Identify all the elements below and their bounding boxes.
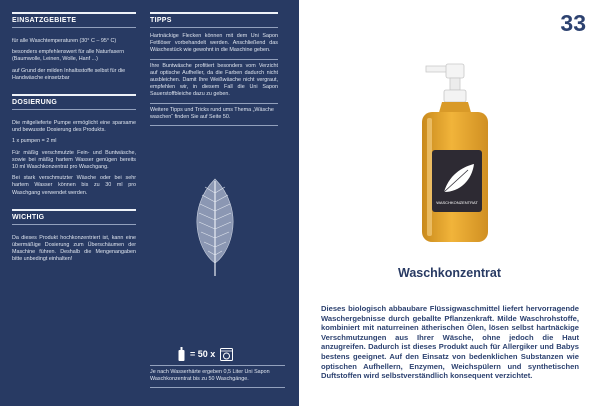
divider	[150, 365, 285, 366]
divider	[12, 27, 136, 28]
bottle-label-text: WASCHKONZENTRAT	[436, 200, 478, 205]
dose-label: = 50 x	[190, 349, 216, 359]
text-paragraph: für alle Waschtemperaturen (30° C – 95° C)	[12, 38, 117, 44]
washing-machine-icon	[220, 348, 233, 361]
text-paragraph: auf Grund der milden Inhaltsstoffe selbst für die Handwäsche einsetzbar	[12, 67, 126, 81]
divider	[150, 125, 278, 126]
info-panel	[0, 0, 299, 406]
leaf-illustration	[185, 175, 245, 280]
product-panel	[299, 0, 600, 406]
divider	[150, 387, 285, 388]
section-title-einsatzgebiete: EINSATZGEBIETE	[12, 17, 77, 24]
text-paragraph: Ihre Buntwäsche profitiert besonders vom Verzicht auf optische Aufheller, da die Farben dadurch nicht ausbleichen. Damit Ihre Weißwäsche nicht vergraut, empfehlen wir, in diesem Fall die Uni Sapon Sauerstoffbleiche dazu zu geben.	[150, 62, 278, 98]
page-number: 33	[560, 10, 586, 36]
product-bottle-image	[404, 40, 504, 250]
text-paragraph: Die mitgelieferte Pumpe ermöglicht eine sparsame und bewusste Dosierung des Produkts.	[12, 120, 136, 134]
text-paragraph: Da dieses Produkt hochkonzentriert ist, kann eine übermäßige Dosierung zum Überschäumen der Maschine führen. Deshalb die Mengenangaben bitte unbedingt einhalten!	[12, 234, 136, 263]
bottle-icon	[178, 347, 185, 361]
divider	[150, 27, 278, 28]
column-left	[12, 0, 136, 268]
section-title-dosierung: DOSIERUNG	[12, 99, 58, 107]
divider	[150, 59, 278, 60]
divider	[12, 109, 136, 110]
column-tipps	[150, 0, 278, 126]
section-title-tipps: TIPPS	[150, 17, 172, 24]
footnote-text: Je nach Wasserhärte ergeben 0,5 Liter Uni Sapon Waschkonzentrat bis zu 50 Waschgänge.	[150, 369, 270, 383]
text-paragraph: Bei stark verschmutzter Wäsche oder bei sehr hartem Wasser können bis zu 30 ml pro Waschgang verwendet werden.	[12, 175, 136, 196]
text-paragraph: Hartnäckige Flecken können mit dem Uni Sapon Fettlöser vorbehandelt werden. Anschließend das Wäschestück wie gewohnt in die Maschine geben.	[150, 33, 278, 54]
divider	[150, 103, 278, 104]
dose-indicator	[178, 347, 233, 361]
text-paragraph: 1 x pumpen = 2 ml	[12, 138, 57, 145]
text-paragraph: Weitere Tipps und Tricks rund ums Thema „Wäsche waschen“ finden Sie auf Seite 50.	[150, 106, 274, 120]
divider	[12, 224, 136, 225]
section-title-wichtig: WICHTIG	[12, 213, 45, 221]
text-paragraph: besonders empfehlenswert für alle Naturfasern (Baumwolle, Leinen, Wolle, Hanf ...)	[12, 49, 125, 63]
text-paragraph: Für mäßig verschmutzte Fein- und Buntwäsche, sowie bei mäßig hartem Wasser genügen bereits 10 ml Waschkonzentrat pro Waschgang.	[12, 149, 136, 171]
product-title: Waschkonzentrat	[397, 266, 502, 280]
product-description: Dieses biologisch abbaubare Flüssigwaschmittel liefert hervorragende Waschergebnisse durch geballte Pflanzenkraft. Milde Waschrohstoffe, kombiniert mit naturreinen ätherischen Ölen, lösen selbst hartnäckige Verschmutzungen aus Ihrer Wäsche, ohne jedoch die Haut anzugreifen. Dadurch ist dieses Produkt auch für Allergiker und Babys bestens geeignet. Auf den Einsatz von bedenklichen Substanzen wie optischen Aufhellern, Enzymen, Weichspülern und synthetischen Duftstoffen wird selbstverständlich konsequent verzichtet.	[321, 304, 579, 381]
footnote-block	[150, 365, 285, 388]
